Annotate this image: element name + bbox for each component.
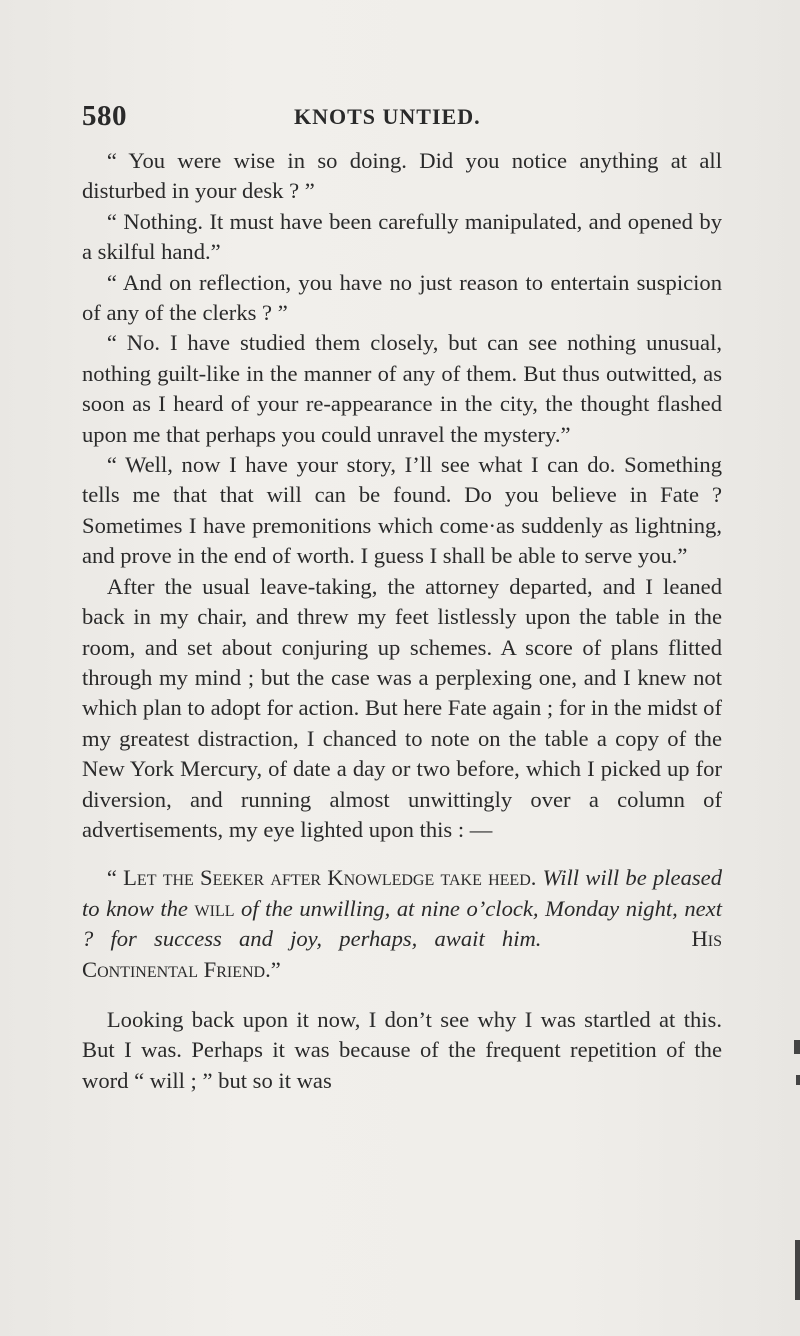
page-header [82, 100, 722, 140]
advert-text-end: of the unwilling, at nine o’clock, Monday night, next ? for success and joy, perhaps, await him. [82, 895, 722, 952]
advert-text: Will will be pleased to know the [82, 865, 722, 921]
paragraph: “ Well, now I have your story, I’ll see what I can do. Something tells me that that will can be found. Do you believe in Fate ? Sometimes I have premonitions which come·as suddenly as lightning, and prove in the end of worth. I guess I shall be able to serve you.” [82, 452, 722, 569]
page-number: 580 [82, 100, 127, 132]
paragraph: “ And on reflection, you have no just reason to entertain suspicion of any of the clerks ? ” [82, 269, 722, 326]
running-head: KNOTS UNTIED. [294, 104, 481, 129]
paragraph: “ You were wise in so doing. Did you notice anything at all disturbed in your desk ? ” [82, 148, 722, 204]
advert-heading: “ Let the Seeker after Knowledge take heed. [106, 865, 543, 891]
page-edge-mark [796, 1075, 800, 1085]
closing-paragraph: Looking back upon it now, I don’t see why I was startled at this. But I was. Perhaps it was because of the frequent repetition of the word “ will ; ” but so it was [82, 1006, 722, 1093]
paragraph: “ Nothing. It must have been carefully manipulated, and opened by a skilful hand.” [82, 208, 722, 265]
page-edge-mark [795, 1240, 800, 1300]
advert-will-word: will [194, 895, 235, 921]
paragraph: “ No. I have studied them closely, but can see nothing unusual, nothing guilt-like in the manner of any of them. But thus outwitted, as soon as I heard of your re-appearance in the city, the thought flashed upon me that perhaps you could unravel the mystery.” [82, 330, 722, 447]
advert-signature: His Continental Friend.” [82, 926, 722, 982]
advertisement-quote [82, 863, 722, 985]
page-edge-mark [794, 1040, 800, 1054]
paragraph: After the usual leave-taking, the attorney departed, and I leaned back in my chair, and threw my feet listlessly upon the table in the room, and set about conjuring up schemes. A score of plans flitted through my mind ; but the case was a perplexing one, and I knew not which plan to adopt for action. But here Fate again ; for in the midst of my greatest distraction, I chanced to note on the table a copy of the New York Mercury, of date a day or two before, which I picked up for diversion, and running almost unwittingly over a column of advertisements, my eye lighted upon this : — [82, 573, 722, 842]
body-text [82, 146, 722, 1096]
